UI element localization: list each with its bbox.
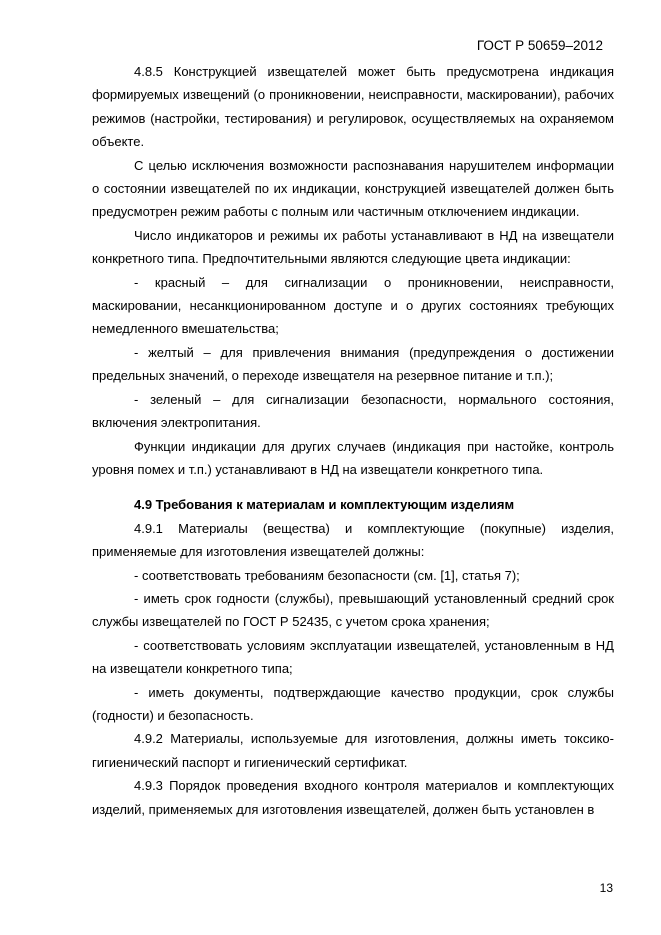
list-item-green: - зеленый – для сигнализации безопасности, нормального состояния, включения электропитания. — [92, 391, 614, 431]
paragraph-other-functions: Функции индикации для других случаев (индикация при настойке, контроль уровня помех и т.п.) устанавливают в НД на извещатели конкретного типа. — [92, 438, 614, 477]
document-body — [92, 60, 614, 821]
section-heading-4-9: 4.9 Требования к материалам и комплектующим изделиям — [134, 497, 515, 513]
list-item-shelf-life: - иметь срок годности (службы), превышающий установленный средний срок службы извещателей по ГОСТ Р 52435, с учетом срока хранения; — [92, 590, 614, 630]
list-item-red: - красный – для сигнализации о проникновении, неисправности, маскировании, несанкционированном доступе и о других состояниях требующих немедленного вмешательства; — [92, 274, 614, 337]
list-item-operating-conditions: - соответствовать условиям эксплуатации извещателей, установленным в НД на извещатели конкретного типа; — [92, 637, 614, 677]
page-number: 13 — [599, 881, 613, 895]
paragraph-4-9-2: 4.9.2 Материалы, используемые для изготовления, должны иметь токсико-гигиенический паспорт и гигиенический сертификат. — [92, 731, 614, 770]
paragraph-indicator-count: Число индикаторов и режимы их работы устанавливают в НД на извещатели конкретного типа. Предпочтительными являются следующие цвета индикации: — [92, 227, 614, 267]
paragraph-4-9-1: 4.9.1 Материалы (вещества) и комплектующие (покупные) изделия, применяемые для изготовления извещателей должны: — [92, 520, 614, 560]
list-item-documents: - иметь документы, подтверждающие качество продукции, срок службы (годности) и безопасность. — [92, 684, 614, 723]
document-number: ГОСТ Р 50659–2012 — [476, 38, 603, 53]
paragraph-indication-disable: С целью исключения возможности распознавания нарушителем информации о состоянии извещателей по их индикации, конструкцией извещателей должен быть предусмотрен режим работы с полным или частичным отключением индикации. — [92, 157, 614, 220]
list-item-safety: - соответствовать требованиям безопасности (см. [1], статья 7); — [134, 567, 520, 583]
paragraph-4-9-3: 4.9.3 Порядок проведения входного контроля материалов и комплектующих изделий, применяемых для изготовления извещателей, должен быть установлен в — [92, 778, 614, 817]
paragraph-4-8-5: 4.8.5 Конструкцией извещателей может быть предусмотрена индикация формируемых извещений (о проникновении, неисправности, маскировании), рабочих режимов (настройки, тестирования) и регулировок, осуществляемых на охраняемом объекте. — [92, 64, 614, 150]
list-item-yellow: - желтый – для привлечения внимания (предупреждения о достижении предельных значений, о переходе извещателя на резервное питание и т.п.); — [92, 344, 614, 384]
